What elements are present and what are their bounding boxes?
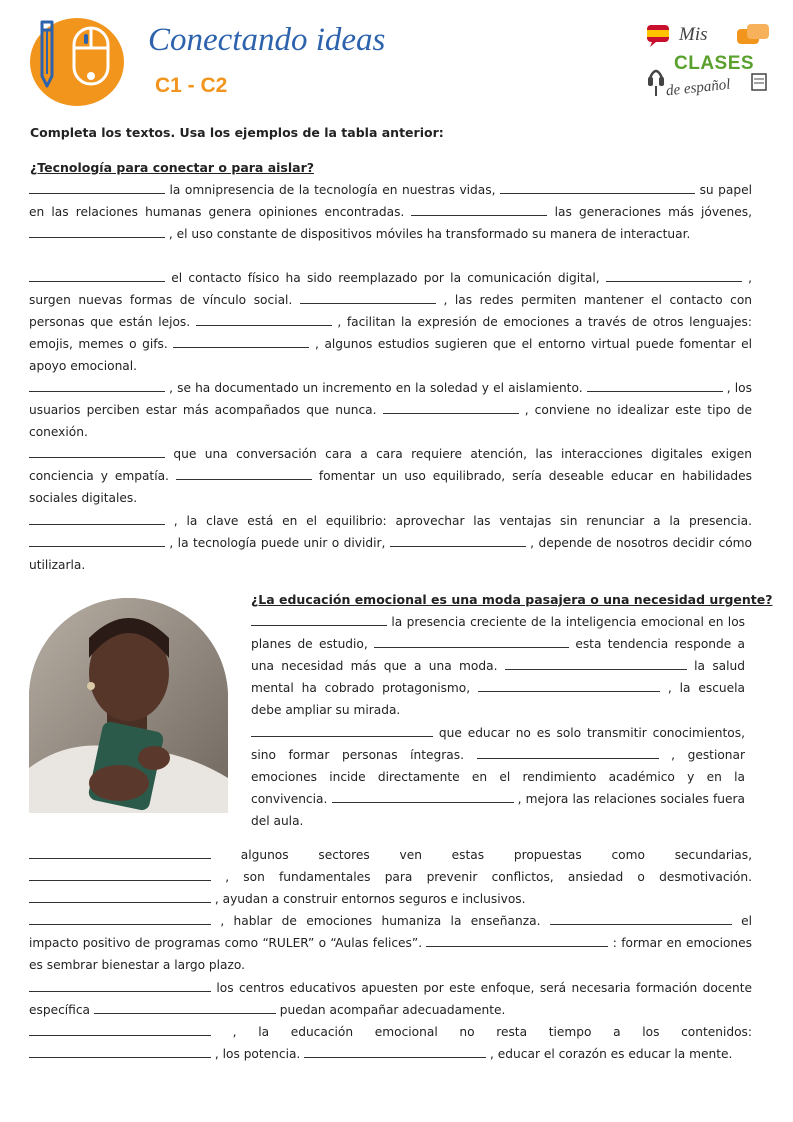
- paragraph-text: , son fundamentales para prevenir conflictos, ansiedad o desmotivación.: [211, 870, 752, 884]
- s1-paragraph-5: [29, 510, 752, 576]
- fill-in-blank[interactable]: [29, 846, 211, 859]
- paragraph-text: esta tendencia responde a una necesidad más que a una moda.: [251, 637, 745, 673]
- paragraph-text: , facilitan la expresión de emociones a través de otros lenguajes: emojis, memes o gifs.: [29, 315, 752, 351]
- paragraph-text: , las redes permiten mantener el contacto con personas que están lejos.: [29, 293, 753, 329]
- fill-in-blank[interactable]: [29, 912, 211, 925]
- paragraph-text: , depende de nosotros decidir cómo utilizarla.: [29, 536, 752, 572]
- brand-clases: CLASES: [674, 53, 755, 74]
- s1-paragraph-2: [29, 267, 752, 377]
- instructions: Completa los textos. Usa los ejemplos de la tabla anterior:: [30, 125, 444, 140]
- fill-in-blank[interactable]: [29, 181, 165, 194]
- paragraph-text: los centros educativos apuesten por este enfoque, será necesaria formación docente específica: [29, 981, 752, 1017]
- s2-paragraph-4: [29, 1021, 752, 1065]
- paragraph-text: fomentar un uso equilibrado, sería deseable educar en habilidades sociales digitales.: [29, 469, 752, 505]
- page-title: Conectando ideas: [148, 22, 386, 58]
- fill-in-blank[interactable]: [390, 534, 526, 547]
- paragraph-text: su papel en las relaciones humanas genera opiniones encontradas.: [29, 183, 752, 219]
- paragraph-text: el contacto físico ha sido reemplazado por la comunicación digital,: [165, 271, 606, 285]
- fill-in-blank[interactable]: [29, 512, 165, 525]
- fill-in-blank[interactable]: [332, 790, 514, 803]
- paragraph-text: que una conversación cara a cara requiere atención, las interacciones digitales exigen conciencia y empatía.: [29, 447, 752, 483]
- fill-in-blank[interactable]: [500, 181, 695, 194]
- fill-in-blank[interactable]: [550, 912, 732, 925]
- fill-in-blank[interactable]: [300, 291, 436, 304]
- fill-in-blank[interactable]: [29, 1045, 211, 1058]
- fill-in-blank[interactable]: [383, 401, 519, 414]
- s2-paragraph-3: [29, 977, 752, 1021]
- paragraph-text: , se ha documentado un incremento en la soledad y el aislamiento.: [165, 381, 587, 395]
- brand-mis: Mis: [679, 24, 708, 45]
- paragraph-text: la salud mental ha cobrado protagonismo,: [251, 659, 745, 695]
- paragraph-text: el impacto positivo de programas como “RULER” o “Aulas felices”.: [29, 914, 752, 950]
- fill-in-blank[interactable]: [29, 979, 211, 992]
- fill-in-blank[interactable]: [478, 679, 660, 692]
- s1-paragraph-3: [29, 377, 752, 443]
- paragraph-text: , el uso constante de dispositivos móviles ha transformado su manera de interactuar.: [165, 227, 691, 241]
- fill-in-blank[interactable]: [606, 269, 742, 282]
- fill-in-blank[interactable]: [29, 225, 165, 238]
- paragraph-text: , la educación emocional no resta tiempo a los contenidos:: [211, 1025, 752, 1039]
- fill-in-blank[interactable]: [29, 868, 211, 881]
- paragraph-text: , conviene no idealizar este tipo de conexión.: [29, 403, 752, 439]
- fill-in-blank[interactable]: [196, 313, 332, 326]
- s2-side-paragraph-2: [251, 722, 745, 832]
- fill-in-blank[interactable]: [176, 467, 312, 480]
- fill-in-blank[interactable]: [411, 203, 547, 216]
- s2-paragraph-2: [29, 910, 752, 976]
- fill-in-blank[interactable]: [426, 934, 608, 947]
- paragraph-text: algunos sectores ven estas propuestas como secundarias,: [211, 848, 752, 862]
- fill-in-blank[interactable]: [505, 657, 687, 670]
- fill-in-blank[interactable]: [587, 379, 723, 392]
- s2-side-paragraph-1: [251, 611, 745, 721]
- fill-in-blank[interactable]: [251, 724, 433, 737]
- fill-in-blank[interactable]: [304, 1045, 486, 1058]
- fill-in-blank[interactable]: [29, 890, 211, 903]
- paragraph-text: puedan acompañar adecuadamente.: [275, 1003, 506, 1017]
- paragraph-text: , los usuarios perciben estar más acompañados que nunca.: [29, 381, 752, 417]
- paragraph-text: la omnipresencia de la tecnología en nuestras vidas,: [165, 183, 501, 197]
- fill-in-blank[interactable]: [29, 1023, 211, 1036]
- paragraph-text: , gestionar emociones incide directamente en el rendimiento académico y en la convivencia.: [251, 748, 746, 806]
- paragraph-text: , educar el corazón es educar la mente.: [486, 1047, 733, 1061]
- paragraph-text: la presencia creciente de la inteligencia emocional en los planes de estudio,: [251, 615, 745, 651]
- paragraph-text: , hablar de emociones humaniza la enseñanza.: [211, 914, 550, 928]
- paragraph-text: : formar en emociones es sembrar bienestar a largo plazo.: [29, 936, 752, 972]
- pencil-mouse-icon: [28, 14, 128, 109]
- section2-heading: ¿La educación emocional es una moda pasajera o una necesidad urgente?: [251, 592, 773, 607]
- section1-heading: ¿Tecnología para conectar o para aislar?: [30, 160, 314, 175]
- woman-with-phone-photo: [29, 598, 228, 813]
- paragraph-text: , mejora las relaciones sociales fuera del aula.: [251, 792, 745, 828]
- paragraph-text: , la clave está en el equilibrio: aprovechar las ventajas sin renunciar a la presencia.: [165, 514, 752, 528]
- paragraph-text: que educar no es solo transmitir conocimientos, sino formar personas íntegras.: [251, 726, 745, 762]
- fill-in-blank[interactable]: [173, 335, 309, 348]
- fill-in-blank[interactable]: [94, 1001, 276, 1014]
- brand-logo: [644, 20, 774, 112]
- paragraph-text: , algunos estudios sugieren que el entorno virtual puede fomentar el apoyo emocional.: [29, 337, 752, 373]
- fill-in-blank[interactable]: [477, 746, 659, 759]
- s1-paragraph-4: [29, 443, 752, 509]
- level-label: C1 - C2: [155, 74, 228, 97]
- paragraph-text: , los potencia.: [211, 1047, 305, 1061]
- fill-in-blank[interactable]: [29, 379, 165, 392]
- fill-in-blank[interactable]: [29, 534, 165, 547]
- fill-in-blank[interactable]: [374, 635, 569, 648]
- brand-de-espanol: de español: [665, 76, 732, 100]
- fill-in-blank[interactable]: [29, 269, 165, 282]
- paragraph-text: , ayudan a construir entornos seguros e inclusivos.: [211, 892, 526, 906]
- paragraph-text: las generaciones más jóvenes,: [547, 205, 752, 219]
- paragraph-text: , la escuela debe ampliar su mirada.: [251, 681, 745, 717]
- s1-paragraph-1: [29, 179, 752, 245]
- fill-in-blank[interactable]: [251, 613, 387, 626]
- s2-paragraph-1: [29, 844, 752, 910]
- paragraph-text: , surgen nuevas formas de vínculo social.: [29, 271, 753, 307]
- fill-in-blank[interactable]: [29, 445, 165, 458]
- paragraph-text: , la tecnología puede unir o dividir,: [165, 536, 390, 550]
